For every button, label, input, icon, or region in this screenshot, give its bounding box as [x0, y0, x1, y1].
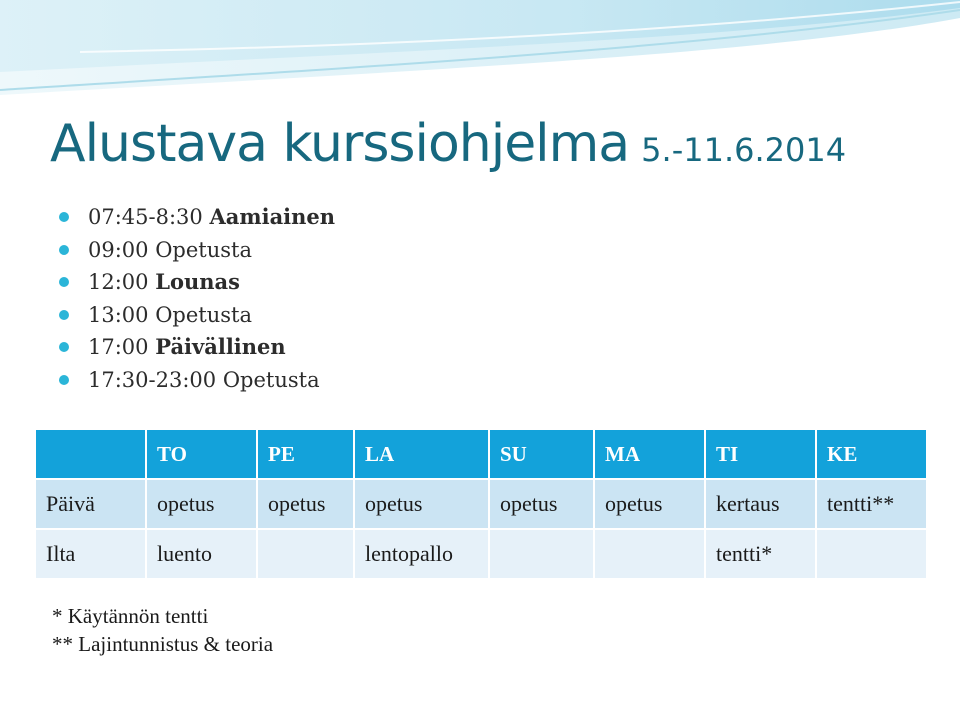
list-item: [58, 203, 335, 236]
bullet-icon: [59, 212, 69, 222]
table-cell: tentti*: [705, 529, 816, 579]
title-date: 5.-11.6.2014: [641, 131, 847, 169]
header-cell-su: SU: [489, 429, 594, 479]
list-item: [58, 236, 335, 269]
table-cell: kertaus: [705, 479, 816, 529]
bullet-icon: [59, 310, 69, 320]
list-item: [58, 301, 335, 334]
bullet-icon: [59, 245, 69, 255]
schedule-time: 12:00: [88, 270, 149, 294]
schedule-activity: Opetusta: [222, 367, 320, 392]
schedule-time: 07:45-8:30: [88, 205, 203, 229]
table-cell: lentopallo: [354, 529, 489, 579]
table-cell: [257, 529, 354, 579]
header-cell-ti: TI: [705, 429, 816, 479]
schedule-activity: Opetusta: [155, 302, 253, 327]
bullet-icon: [59, 342, 69, 352]
schedule-list: [58, 203, 335, 398]
table-cell: Päivä: [35, 479, 146, 529]
bullet-icon: [59, 375, 69, 385]
schedule-time: 17:00: [88, 335, 149, 359]
schedule-time: 13:00: [88, 302, 149, 327]
table-cell: [816, 529, 927, 579]
table-cell: opetus: [489, 479, 594, 529]
schedule-activity: Päivällinen: [155, 334, 286, 359]
table-cell: luento: [146, 529, 257, 579]
table-cell: opetus: [146, 479, 257, 529]
header-wave-decoration: [0, 0, 960, 110]
table-cell: Ilta: [35, 529, 146, 579]
header-cell-ke: KE: [816, 429, 927, 479]
header-cell-ma: MA: [594, 429, 705, 479]
schedule-activity: Lounas: [155, 269, 240, 294]
schedule-activity: Opetusta: [155, 237, 253, 262]
table-cell: [594, 529, 705, 579]
table-row: [35, 479, 927, 529]
table-cell: opetus: [257, 479, 354, 529]
table-cell: tentti**: [816, 479, 927, 529]
title-main: Alustava kurssiohjelma: [50, 114, 630, 174]
table-cell: [489, 529, 594, 579]
list-item: [58, 268, 335, 301]
bullet-icon: [59, 277, 69, 287]
footnotes: [52, 602, 273, 658]
page-title: [50, 114, 847, 174]
header-cell-to: TO: [146, 429, 257, 479]
footnote: * Käytännön tentti: [52, 604, 209, 628]
schedule-time: 09:00: [88, 237, 149, 262]
table-header-row: [35, 429, 927, 479]
list-item: [58, 333, 335, 366]
schedule-time: 17:30-23:00: [88, 367, 217, 392]
header-cell-la: LA: [354, 429, 489, 479]
table-cell: opetus: [354, 479, 489, 529]
footnote: ** Lajintunnistus & teoria: [52, 632, 274, 656]
list-item: [58, 366, 335, 399]
header-cell: [35, 429, 146, 479]
header-cell-pe: PE: [257, 429, 354, 479]
table-cell: opetus: [594, 479, 705, 529]
table-row: [35, 529, 927, 579]
schedule-activity: Aamiainen: [209, 204, 336, 229]
week-schedule-table: [34, 428, 928, 580]
